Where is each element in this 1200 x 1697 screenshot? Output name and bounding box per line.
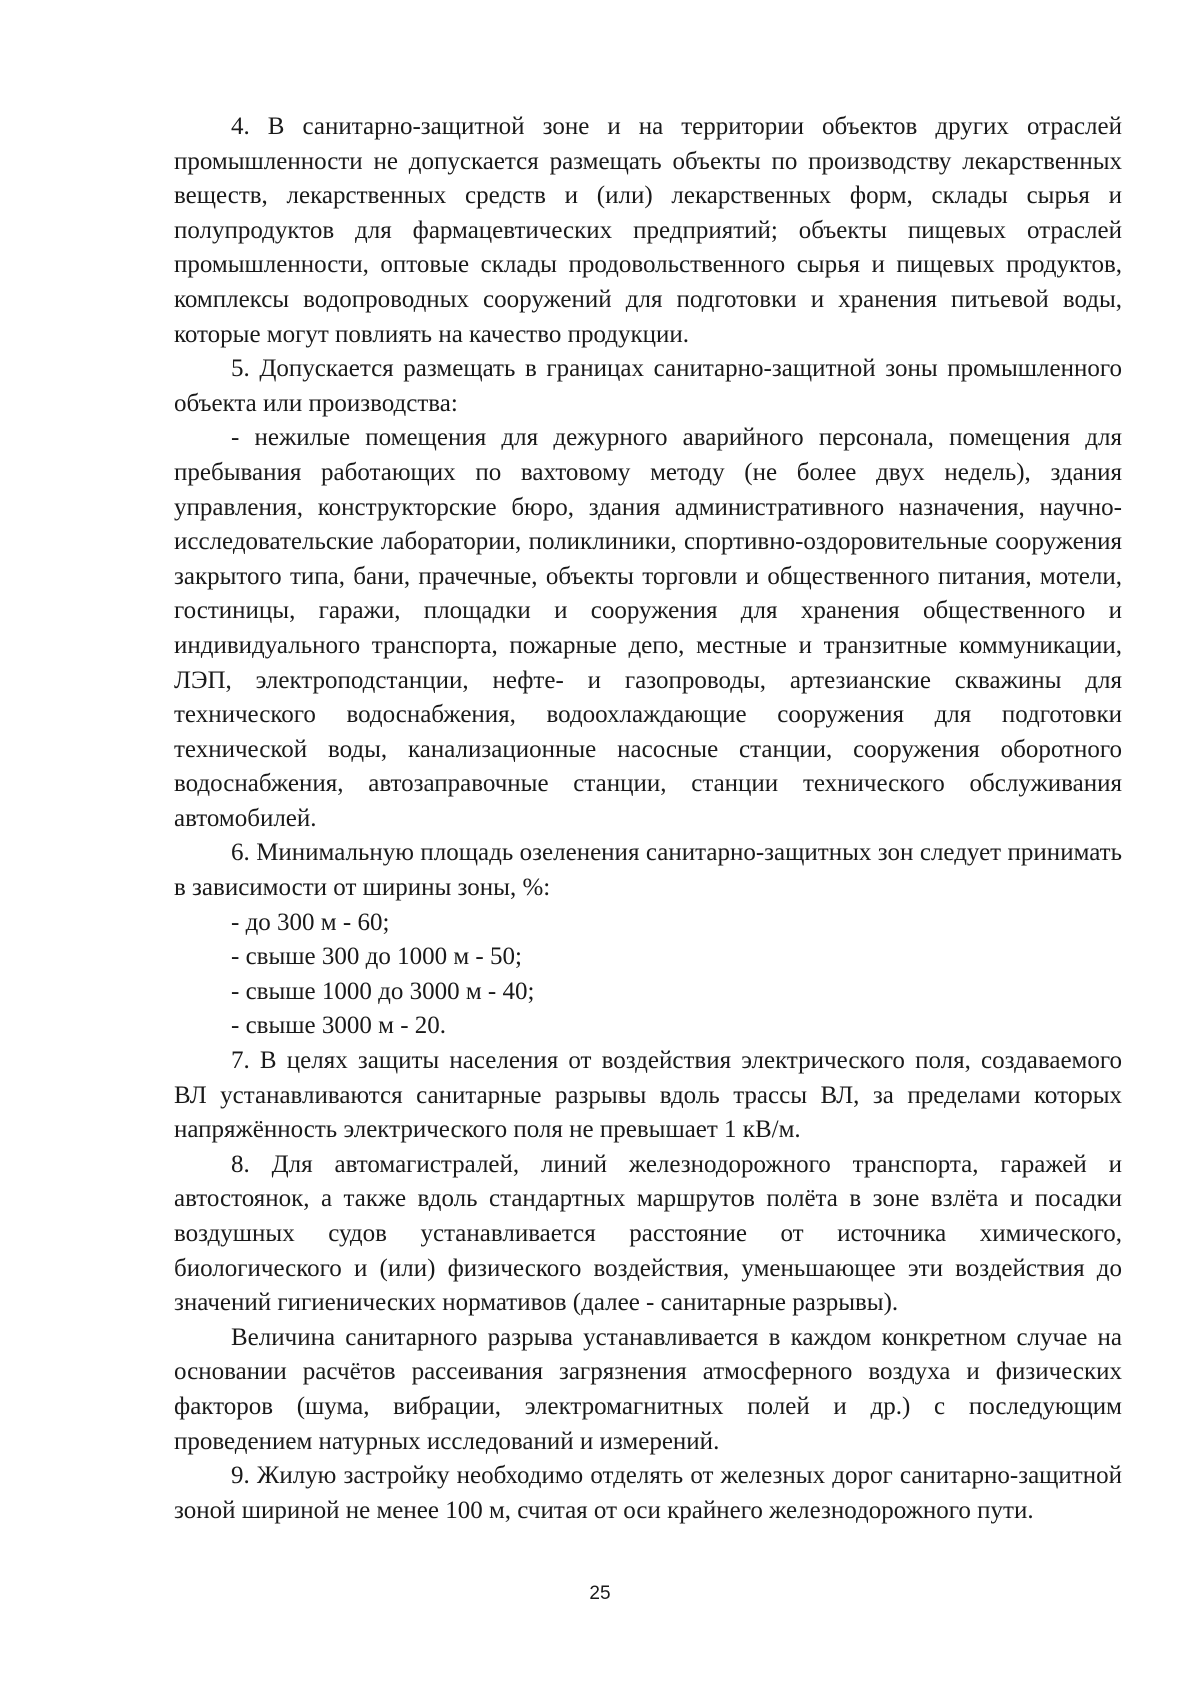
paragraph-sanitary-gap: Величина санитарного разрыва устанавливается в каждом конкретном случае на основании расчётов рассеивания загрязнения атмосферного воздуха и физических факторов (шума, вибрации, электромагнитных полей и др.) с последующим проведением натурных исследований и измерений.: [174, 1323, 1122, 1455]
paragraph-item-6: 6. Минимальную площадь озеленения санитарно-защитных зон следует принимать в зависимости от ширины зоны, %:: [174, 839, 1122, 902]
paragraph-item-8: 8. Для автомагистралей, линий железнодорожного транспорта, гаражей и автостоянок, а также вдоль стандартных маршрутов полёта в зоне взлёта и посадки воздушных судов устанавливается расстояние от источника химического, биологического и (или) физического воздействия, уменьшающее эти воздействия до значений гигиенических нормативов (далее - санитарные разрывы).: [174, 1150, 1122, 1317]
paragraph-item-5: 5. Допускается размещать в границах санитарно-защитной зоны промышленного объекта или производства:: [174, 355, 1122, 417]
document-body: [174, 110, 1122, 1528]
list-item-greening-3: - свыше 1000 до 3000 м - 40;: [231, 977, 535, 1005]
list-item-greening-4: - свыше 3000 м - 20.: [231, 1012, 447, 1040]
paragraph-item-4: 4. В санитарно-защитной зоне и на территории объектов других отраслей промышленности не допускается размещать объекты по производству лекарственных веществ, лекарственных средств и (или) лекарственных форм, склады сырья и полупродуктов для фармацевтических предприятий; объекты пищевых отраслей промышленности, оптовые склады продовольственного сырья и пищевых продуктов, комплексы водопроводных сооружений для подготовки и хранения питьевой воды, которые могут повлиять на качество продукции.: [174, 113, 1122, 348]
list-item-greening-1: - до 300 м - 60;: [231, 908, 390, 936]
page-number: 25: [589, 1583, 611, 1604]
paragraph-item-7: 7. В целях защиты населения от воздействия электрического поля, создаваемого ВЛ устанавливаются санитарные разрывы вдоль трассы ВЛ, за пределами которых напряжённость электрического поля не превышает 1 кВ/м.: [174, 1047, 1122, 1144]
list-item-greening-2: - свыше 300 до 1000 м - 50;: [231, 943, 522, 971]
paragraph-item-9: 9. Жилую застройку необходимо отделять от железных дорог санитарно-защитной зоной шириной не менее 100 м, считая от оси крайнего железнодорожного пути.: [174, 1462, 1122, 1524]
paragraph-permitted-objects: - нежилые помещения для дежурного аварийного персонала, помещения для пребывания работающих по вахтовому методу (не более двух недель), здания управления, конструкторские бюро, здания административного назначения, научно-исследовательские лаборатории, поликлиники, спортивно-оздоровительные сооружения закрытого типа, бани, прачечные, объекты торговли и общественного питания, мотели, гостиницы, гаражи, площадки и сооружения для хранения общественного и индивидуального транспорта, пожарные депо, местные и транзитные коммуникации, ЛЭП, электроподстанции, нефте- и газопроводы, артезианские скважины для технического водоснабжения, водоохлаждающие сооружения для подготовки технической воды, канализационные насосные станции, сооружения оборотного водоснабжения, автозаправочные станции, станции технического обслуживания автомобилей.: [174, 424, 1122, 832]
